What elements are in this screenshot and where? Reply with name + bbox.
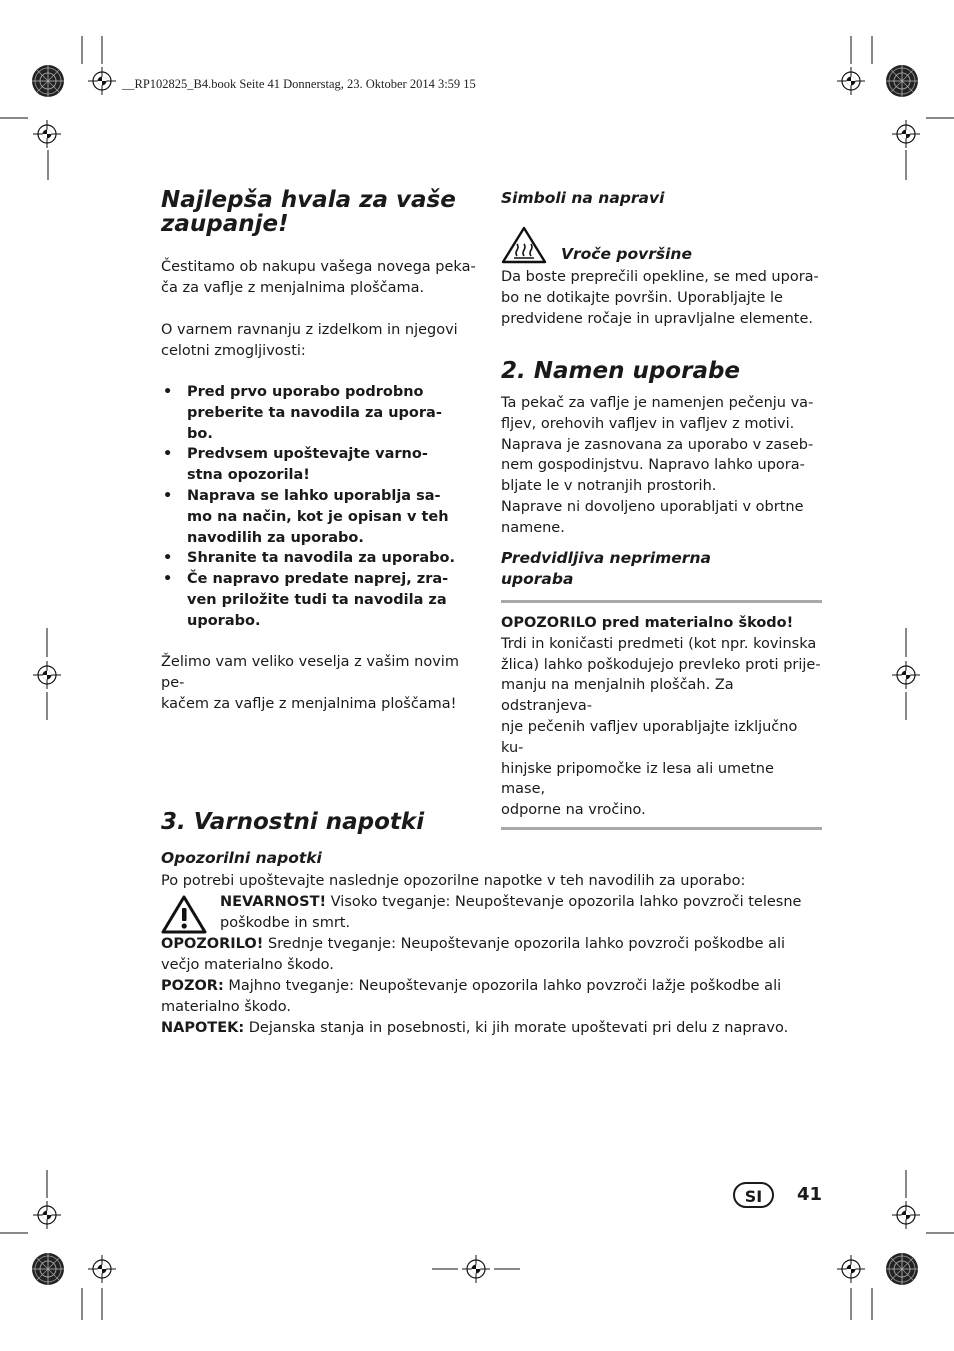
purpose-line: Naprave ni dovoljeno uporabljati v obrtne xyxy=(501,498,804,515)
caution-note xyxy=(161,976,823,1018)
danger-note-line-1 xyxy=(220,892,825,913)
note-line xyxy=(161,1018,823,1039)
closing-paragraph xyxy=(161,652,483,714)
misuse-heading-line: uporaba xyxy=(501,570,574,588)
intro-line: Čestitamo ob nakupu vašega novega peka- xyxy=(161,259,476,275)
caution-note-line-1 xyxy=(161,976,823,997)
closing-line: Želimo vam veliko veselja z vašim novim pe- xyxy=(161,654,459,691)
misuse-heading xyxy=(501,548,823,590)
warning-line: hinjske pripomočke iz lesa ali umetne mase, xyxy=(501,760,774,798)
bullet-line: • Če napravo predate naprej, zra- xyxy=(187,571,449,588)
page-number: 41 xyxy=(797,1184,823,1205)
language-badge: SI xyxy=(733,1182,774,1208)
bullet-item xyxy=(161,548,483,569)
bullet-line: • Shranite ta navodila za uporabo. xyxy=(187,550,455,567)
hot-surface-heading: Vroče površine xyxy=(561,245,692,263)
warning-triangle-icon xyxy=(161,895,207,935)
purpose-line: bljate le v notranjih prostorih. xyxy=(501,478,717,495)
warning-line: žlica) lahko poškodujejo prevleko proti prije- xyxy=(501,656,821,673)
purpose-line: namene. xyxy=(501,519,565,536)
bullet-line: navodilih za uporabo. xyxy=(187,529,364,546)
warning-notes-subheading: Opozorilni napotki xyxy=(161,849,322,867)
warning-notes-intro: Po potrebi upoštevajte naslednje opozorilne napotke v teh navodilih za uporabo: xyxy=(161,873,746,889)
section-2-heading: 2. Namen uporabe xyxy=(501,358,741,384)
safe-handling-line: celotni zmogljivosti: xyxy=(161,342,306,359)
purpose-paragraph xyxy=(501,393,823,539)
bullet-item xyxy=(161,569,483,631)
bullet-item xyxy=(161,382,483,444)
symbols-heading: Simboli na napravi xyxy=(501,189,665,207)
hot-surface-warning-icon xyxy=(501,226,547,264)
caution-text: Majhno tveganje: Neupoštevanje opozorila lahko povzroči lažje poškodbe ali xyxy=(223,978,782,994)
danger-note xyxy=(220,892,825,934)
print-info-header: __RP102825_B4.book Seite 41 Donnerstag, 23. Oktober 2014 3:59 15 xyxy=(122,77,476,91)
warning-note-line-2: večjo materialno škodo. xyxy=(161,956,334,973)
closing-line: kačem za vaflje z menjalnima ploščama! xyxy=(161,695,457,712)
caution-note-line-2: materialno škodo. xyxy=(161,998,291,1015)
bullet-item xyxy=(161,444,483,486)
material-damage-warning-text xyxy=(501,634,822,821)
thank-you-heading: Najlepša hvala za vaše zaupanje! xyxy=(161,187,456,237)
hot-surface-line: bo ne dotikajte površin. Uporabljajte le xyxy=(501,289,783,306)
material-damage-warning-box xyxy=(501,600,822,830)
warning-line: nje pečenih vafljev uporabljajte izključno ku- xyxy=(501,718,798,756)
purpose-line: fljev, orehovih vafljev in vafljev z motivi. xyxy=(501,415,795,432)
bullet-line: • Pred prvo uporabo podrobno xyxy=(187,384,424,400)
warning-line: odporne na vročino. xyxy=(501,802,646,819)
note-label: NAPOTEK: xyxy=(161,1020,245,1036)
warning-label: OPOZORILO! xyxy=(161,936,264,952)
warning-note xyxy=(161,934,823,976)
bullet-line: preberite ta navodila za upora- xyxy=(187,404,442,421)
caution-label: POZOR: xyxy=(161,978,224,994)
misuse-heading-line: Predvidljiva neprimerna xyxy=(501,549,711,567)
intro-paragraph xyxy=(161,257,483,299)
hot-surface-paragraph xyxy=(501,267,823,329)
bullet-line: bo. xyxy=(187,425,213,442)
safe-handling-line: O varnem ravnanju z izdelkom in njegovi xyxy=(161,322,458,338)
warning-line: Trdi in koničasti predmeti (kot npr. kovinska xyxy=(501,635,817,652)
bullet-line: uporabo. xyxy=(187,612,261,629)
bullet-item xyxy=(161,486,483,548)
warning-line: manju na menjalnih ploščah. Za odstranjeva- xyxy=(501,677,734,715)
bullet-line: stna opozorila! xyxy=(187,467,310,484)
danger-text: Visoko tveganje: Neupoštevanje opozorila lahko povzroči telesne xyxy=(326,894,802,910)
danger-label: NEVARNOST! xyxy=(220,894,327,910)
safe-handling-paragraph xyxy=(161,320,483,362)
intro-line: ča za vaflje z menjalnima ploščama. xyxy=(161,279,425,296)
purpose-line: nem gospodinjstvu. Napravo lahko upora- xyxy=(501,457,805,474)
hot-surface-line: predvidene ročaje in upravljalne elemente. xyxy=(501,310,814,327)
purpose-line: Ta pekač za vaflje je namenjen pečenju va- xyxy=(501,395,814,411)
bullet-line: mo na način, kot je opisan v teh xyxy=(187,508,449,525)
instructions-bullet-list xyxy=(161,382,483,632)
note-text: Dejanska stanja in posebnosti, ki jih morate upoštevati pri delu z napravo. xyxy=(244,1020,789,1036)
material-damage-warning-title: OPOZORILO pred materialno škodo! xyxy=(501,615,794,631)
section-3-heading: 3. Varnostni napotki xyxy=(161,809,425,835)
hot-surface-line: Da boste preprečili opekline, se med upora- xyxy=(501,269,819,285)
warning-note-line-1 xyxy=(161,934,823,955)
warning-text: Srednje tveganje: Neupoštevanje opozorila lahko povzroči poškodbe ali xyxy=(263,936,786,952)
bullet-line: • Naprava se lahko uporablja sa- xyxy=(187,487,441,504)
bullet-line: • Predvsem upoštevajte varno- xyxy=(187,446,428,463)
danger-note-line-2: poškodbe in smrt. xyxy=(220,914,351,931)
bullet-line: ven priložite tudi ta navodila za xyxy=(187,591,447,608)
purpose-line: Naprava je zasnovana za uporabo v zaseb- xyxy=(501,436,814,453)
